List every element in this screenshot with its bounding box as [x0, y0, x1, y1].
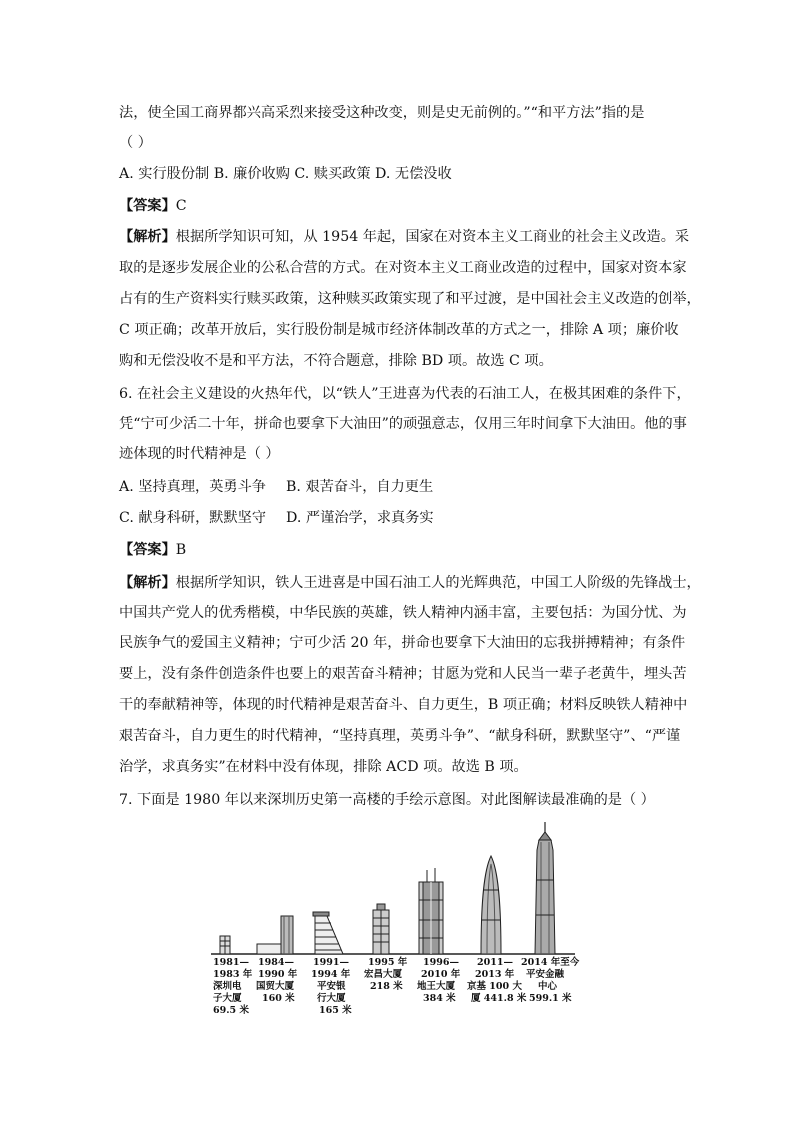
- analysis-label: 【解析】: [119, 229, 176, 245]
- building-label-7: 2014 年至今 平安金融 中心 599.1 米: [521, 957, 580, 1004]
- building-label-3: 1991— 1994 年 平安银 行大厦 165 米: [311, 957, 352, 1016]
- q5-analysis-line: C 项正确；改革开放后，实行股份制是城市经济体制改革的方式之一，排除 A 项；廉价收: [119, 322, 679, 338]
- q6-analysis-line: 中国共产党人的优秀楷模，中华民族的英雄，铁人精神内涵丰富，主要包括：为国分忧、为: [119, 605, 687, 621]
- q6-analysis-line: 治学，求真务实”在材料中没有体现，排除 ACD 项。故选 B 项。: [119, 759, 528, 775]
- q6-analysis-line: 民族争气的爱国主义精神；宁可少活 20 年，拼命也要拿下大油田的忘我拼搏精神；有条件: [119, 635, 686, 651]
- analysis-text: 根据所学知识可知，从 1954 年起，国家在对资本主义工商业的社会主义改造。采: [175, 229, 690, 245]
- analysis-label: 【解析】: [119, 575, 176, 591]
- q6-analysis-line: 艰苦奋斗，自力更生的时代精神，“坚持真理，英勇斗争”、“献身科研，默默坚守”、“严谨: [119, 728, 681, 744]
- analysis-text: 根据所学知识，铁人王进喜是中国石油工人的光辉典范，中国工人阶级的先锋战士，: [175, 575, 701, 591]
- answer-value: B: [175, 542, 187, 558]
- q6-analysis-line: 要上，没有条件创造条件也要上的艰苦奋斗精神；甘愿为党和人民当一辈子老黄牛，埋头苦: [119, 666, 687, 682]
- q6-option-d: D. 严谨治学，求真务实: [286, 510, 434, 526]
- q5-analysis-line: 占有的生产资料实行赎买政策，这种赎买政策实现了和平过渡，是中国社会主义改造的创举，: [119, 291, 701, 307]
- q5-options: A. 实行股份制 B. 廉价收购 C. 赎买政策 D. 无偿没收: [119, 166, 452, 182]
- q6-options-row-1: [119, 477, 433, 497]
- building-label-2: 1984— 1990 年 国贸大厦 160 米: [256, 957, 298, 1004]
- building-guomao: [257, 916, 293, 954]
- q6-analysis-line: [119, 573, 701, 593]
- q6-stem-line: 迹体现的时代精神是（ ）: [119, 446, 280, 462]
- building-label-1: 1981— 1983 年 深圳电 子大厦 69.5 米: [213, 957, 253, 1016]
- q5-answer: [119, 196, 187, 216]
- answer-value: C: [175, 198, 187, 214]
- answer-label: 【答案】: [119, 198, 176, 214]
- answer-label: 【答案】: [119, 542, 176, 558]
- building-shenzhen-electronics: [220, 936, 230, 954]
- building-pingan-bank: [313, 912, 343, 954]
- q5-stem-tail: 法，使全国工商界都兴高采烈来接受这种改变，则是史无前例的。”“和平方法”指的是: [119, 105, 645, 121]
- q6-option-a: A. 坚持真理，英勇斗争: [119, 479, 266, 495]
- q6-option-c: C. 献身科研，默默坚守: [119, 510, 267, 526]
- q6-analysis-line: 干的奉献精神等，体现的时代精神是艰苦奋斗、自力更生，B 项正确；材料反映铁人精神中: [119, 697, 688, 713]
- q6-stem-line: 凭“宁可少活二十年，拼命也要拿下大油田”的顽强意志，仅用三年时间拿下大油田。他的事: [119, 416, 687, 432]
- q7-stem: 7. 下面是 1980 年以来深圳历史第一高楼的手绘示意图。对此图解读最准确的是（ ）: [119, 792, 655, 808]
- building-pingan-finance-center: [535, 822, 555, 954]
- building-hongchang: [373, 904, 389, 954]
- skyscraper-illustration: [205, 820, 625, 1030]
- q6-option-b: B. 艰苦奋斗，自力更生: [286, 479, 434, 495]
- building-diwang: [419, 868, 443, 954]
- building-label-5: 1996— 2010 年 地王大厦 384 米: [417, 957, 461, 1004]
- q5-analysis-line: 取的是逐步发展企业的公私合营的方式。在对资本主义工商业改造的过程中，国家对资本家: [119, 260, 687, 276]
- q5-analysis-line: [119, 227, 689, 247]
- q6-options-row-2: [119, 508, 434, 528]
- q5-analysis-line: 购和无偿没收不是和平方法，不符合题意，排除 BD 项。故选 C 项。: [119, 353, 553, 369]
- q5-answer-paren: （ ）: [119, 135, 152, 151]
- building-label-4: 1995 年 宏昌大厦 218 米: [364, 957, 408, 992]
- q6-answer: [119, 540, 186, 560]
- building-kingkey100: [481, 856, 501, 954]
- q6-stem-line: 6. 在社会主义建设的火热年代，以“铁人”王进喜为代表的石油工人，在极其困难的条件下，: [119, 386, 691, 402]
- building-label-6: 2011— 2013 年 京基 100 大 厦 441.8 米: [467, 957, 527, 1004]
